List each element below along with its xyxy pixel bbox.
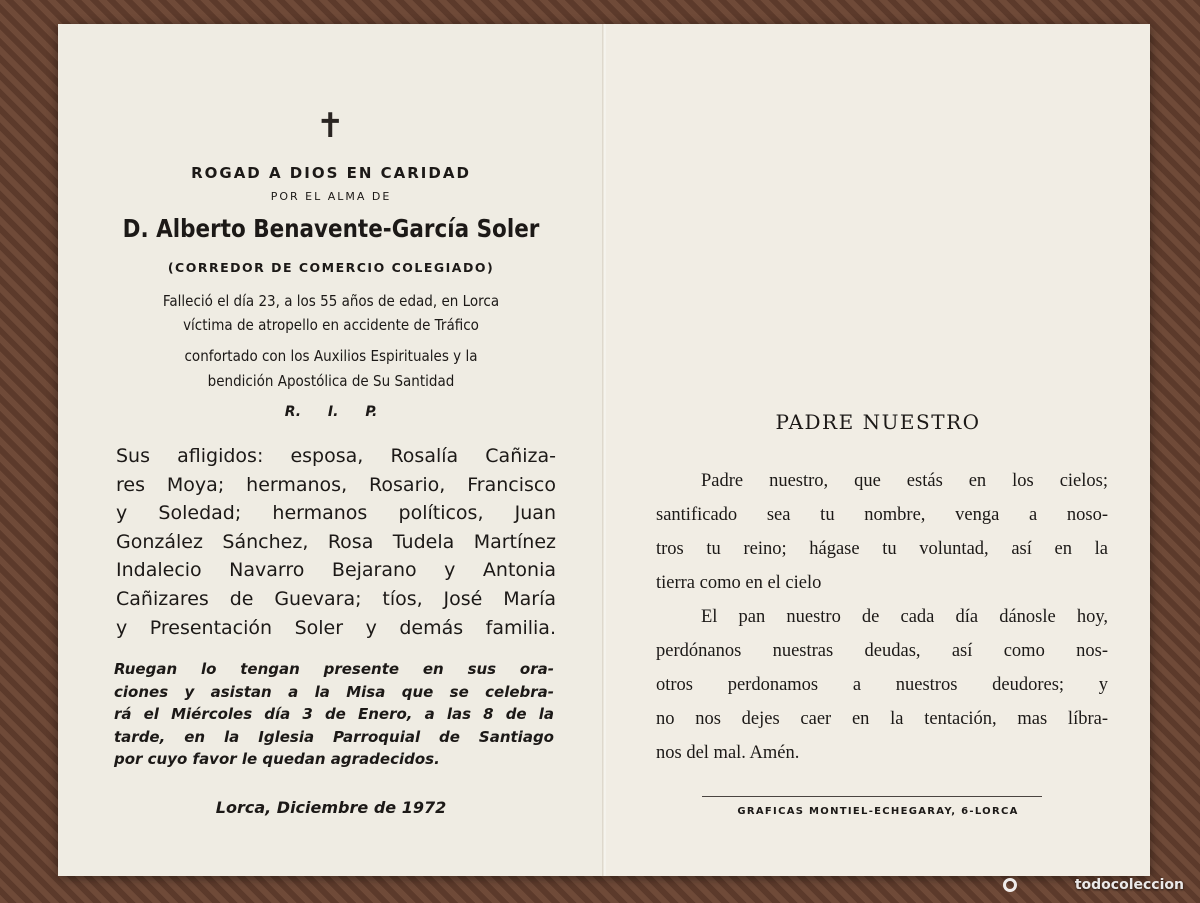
- deceased-name: D. Alberto Benavente-García Soler: [122, 214, 540, 243]
- prayer-title: PADRE NUESTRO: [775, 410, 981, 434]
- memorial-heading: ROGAD A DIOS EN CARIDAD: [191, 164, 471, 182]
- deceased-profession: (CORREDOR DE COMERCIO COLEGIADO): [167, 260, 495, 275]
- mourners-line: y Presentación Soler y demás familia.: [116, 616, 556, 639]
- rip-text: R. I. P.: [284, 404, 378, 420]
- mourners-paragraph: [116, 442, 556, 642]
- mass-request-line: por cuyo favor le quedan agradecidos.: [114, 750, 440, 768]
- mass-request-paragraph: [114, 658, 554, 771]
- prayer-text: [656, 464, 1108, 770]
- memorial-left-panel: [58, 24, 604, 876]
- mass-request-line: ciones y asistan a la Misa que se celebra-: [114, 682, 554, 701]
- todocoleccion-logo-icon: [1003, 878, 1017, 892]
- prayer-line: no nos dejes caer en la tentación, mas líbra-: [656, 709, 1108, 729]
- death-detail-line: víctima de atropello en accidente de Tráfico: [183, 316, 479, 334]
- memorial-subheading: POR EL ALMA DE: [270, 190, 392, 203]
- prayer-line: tros tu reino; hágase tu voluntad, así en la: [656, 539, 1108, 559]
- printer-credit: GRAFICAS MONTIEL-ECHEGARAY, 6-LORCA: [737, 806, 1019, 817]
- prayer-line: otros perdonamos a nuestros deudores; y: [656, 675, 1108, 695]
- mourners-line: Cañizares de Guevara; tíos, José María: [116, 587, 556, 610]
- prayer-line: Padre nuestro, que estás en los cielos;: [701, 471, 1108, 491]
- mourners-line: González Sánchez, Rosa Tudela Martínez: [116, 530, 556, 553]
- prayer-line: tierra como en el cielo: [656, 573, 822, 593]
- printer-divider: [702, 796, 1042, 797]
- mourners-line: Sus afligidos: esposa, Rosalía Cañiza-: [116, 445, 556, 467]
- mourners-line: res Moya; hermanos, Rosario, Francisco: [116, 473, 556, 496]
- prayer-line: nos del mal. Amén.: [656, 743, 800, 763]
- mass-request-line: rá el Miércoles día 3 de Enero, a las 8 de la: [114, 705, 554, 723]
- death-detail-line: bendición Apostólica de Su Santidad: [207, 372, 455, 390]
- death-detail-line: confortado con los Auxilios Espirituales y la: [184, 347, 478, 365]
- mourners-line: y Soledad; hermanos políticos, Juan: [116, 502, 556, 525]
- mourners-line: Indalecio Navarro Bejarano y Antonia: [116, 559, 556, 582]
- mass-request-line: Ruegan lo tengan presente en sus ora-: [114, 660, 554, 678]
- prayer-line: El pan nuestro de cada día dánosle hoy,: [701, 607, 1108, 627]
- cross-icon: ✝: [316, 106, 345, 146]
- prayer-line: perdónanos nuestras deudas, así como nos-: [656, 641, 1108, 661]
- watermark-text: todocoleccion: [1074, 877, 1184, 893]
- place-date: Lorca, Diciembre de 1972: [215, 798, 447, 817]
- memorial-card: [58, 24, 1150, 876]
- prayer-right-panel: [606, 24, 1150, 876]
- mass-request-line: tarde, en la Iglesia Parroquial de Santiago: [114, 727, 554, 746]
- prayer-line: santificado sea tu nombre, venga a noso-: [656, 505, 1108, 525]
- death-detail-line: Falleció el día 23, a los 55 años de edad, en Lorca: [162, 292, 500, 310]
